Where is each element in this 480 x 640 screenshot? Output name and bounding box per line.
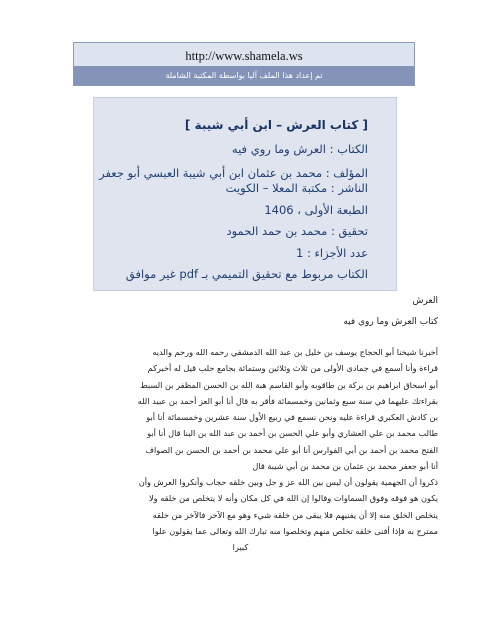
text-line: يكون هو فوقه وفوق السماوات وقالوا إن الله في كل مكان وأنه لا يتخلص من خلقه ولا (148, 493, 438, 504)
book-editor: تحقيق : محمد بن حمد الحمود (226, 224, 368, 238)
text-line: قراءة وأنا أسمع في جمادى الأولى من ثلاث وثلاثين وستمائة بجامع حلب قيل له أخبركم (147, 363, 438, 374)
text-line: بقراءتك عليهما في سنة سبع وثمانين وخمسمائة فأقر به قال أنا أبو العز أحمد بن عبيد الله (137, 395, 438, 406)
text-line: يتخلص الخلق منه إلا أن يفنيهم فلا يبقى من خلقه شيء وهو مع الآخر فالآخر من خلقه (152, 509, 438, 520)
text-line: كبيرا (232, 542, 249, 553)
book-parts: عدد الأجزاء : 1 (296, 246, 368, 260)
header-box (73, 42, 415, 86)
text-line: أنا أبو جعفر محمد بن عثمان بن محمد بن أبي شيبة قال (252, 461, 438, 472)
paragraph-2 (43, 474, 438, 555)
body-heading: العرش (412, 296, 438, 306)
text-line: ذكروا أن الجهمية يقولون أن ليس بين الله عز و جل وبين خلقه حجاب وأنكروا العرش وأن (138, 477, 438, 487)
book-name: الكتاب : العرش وما روي فيه (231, 142, 368, 156)
book-edition: الطبعة الأولى ، 1406 (264, 203, 368, 217)
book-note: الكتاب مربوط مع تحقيق التميمي بـ pdf غير موافق (125, 267, 368, 281)
header-subtitle: تم إعداد هذا الملف آليا بواسطة المكتبة الشاملة (74, 66, 414, 85)
book-author: المؤلف : محمد بن عثمان ابن أبي شيبة العبسي أبو جعفر (99, 166, 368, 180)
text-line: بن كادش العكبري قراءة عليه ونحن نسمع في ربيع الأول سنة عشرين وخمسمائة أنا أبو (146, 412, 438, 423)
paragraph-1 (43, 344, 438, 474)
text-line: أخبرنا شيخنا أبو الحجاج يوسف بن خليل بن عبد الله الدمشقي رحمه الله ورحم والديه (152, 347, 438, 357)
text-line: أبو اسحاق ابراهيم بن بركة بن طاقوبه وأبو القاسم هبة الله بن الحسن المظفر بن السبط (140, 379, 438, 390)
book-title: [ كتاب العرش – ابن أبي شيبة ] (184, 118, 368, 132)
text-line: طالب محمد بن علي العشاري وأبو علي الحسن بن أحمد بن عبد الله بن البنا قال أنا أبو (147, 428, 438, 439)
book-info-box (93, 97, 397, 291)
text-line: ممترج به فإذا أفنى خلقه تخلص منهم وتخلصوا منه تبارك الله وتعالى عما يقولون علوا (152, 525, 438, 536)
book-publisher: الناشر : مكتبة المعلا – الكويت (225, 181, 368, 195)
text-line: الفتح محمد بن أحمد بن أبي الفوارس أنا أبو علي محمد بن أحمد بن الحسن بن الصواف (145, 444, 438, 455)
header-url[interactable]: http://www.shamela.ws (185, 49, 303, 63)
body-subheading: كتاب العرش وما روي فيه (343, 317, 438, 327)
